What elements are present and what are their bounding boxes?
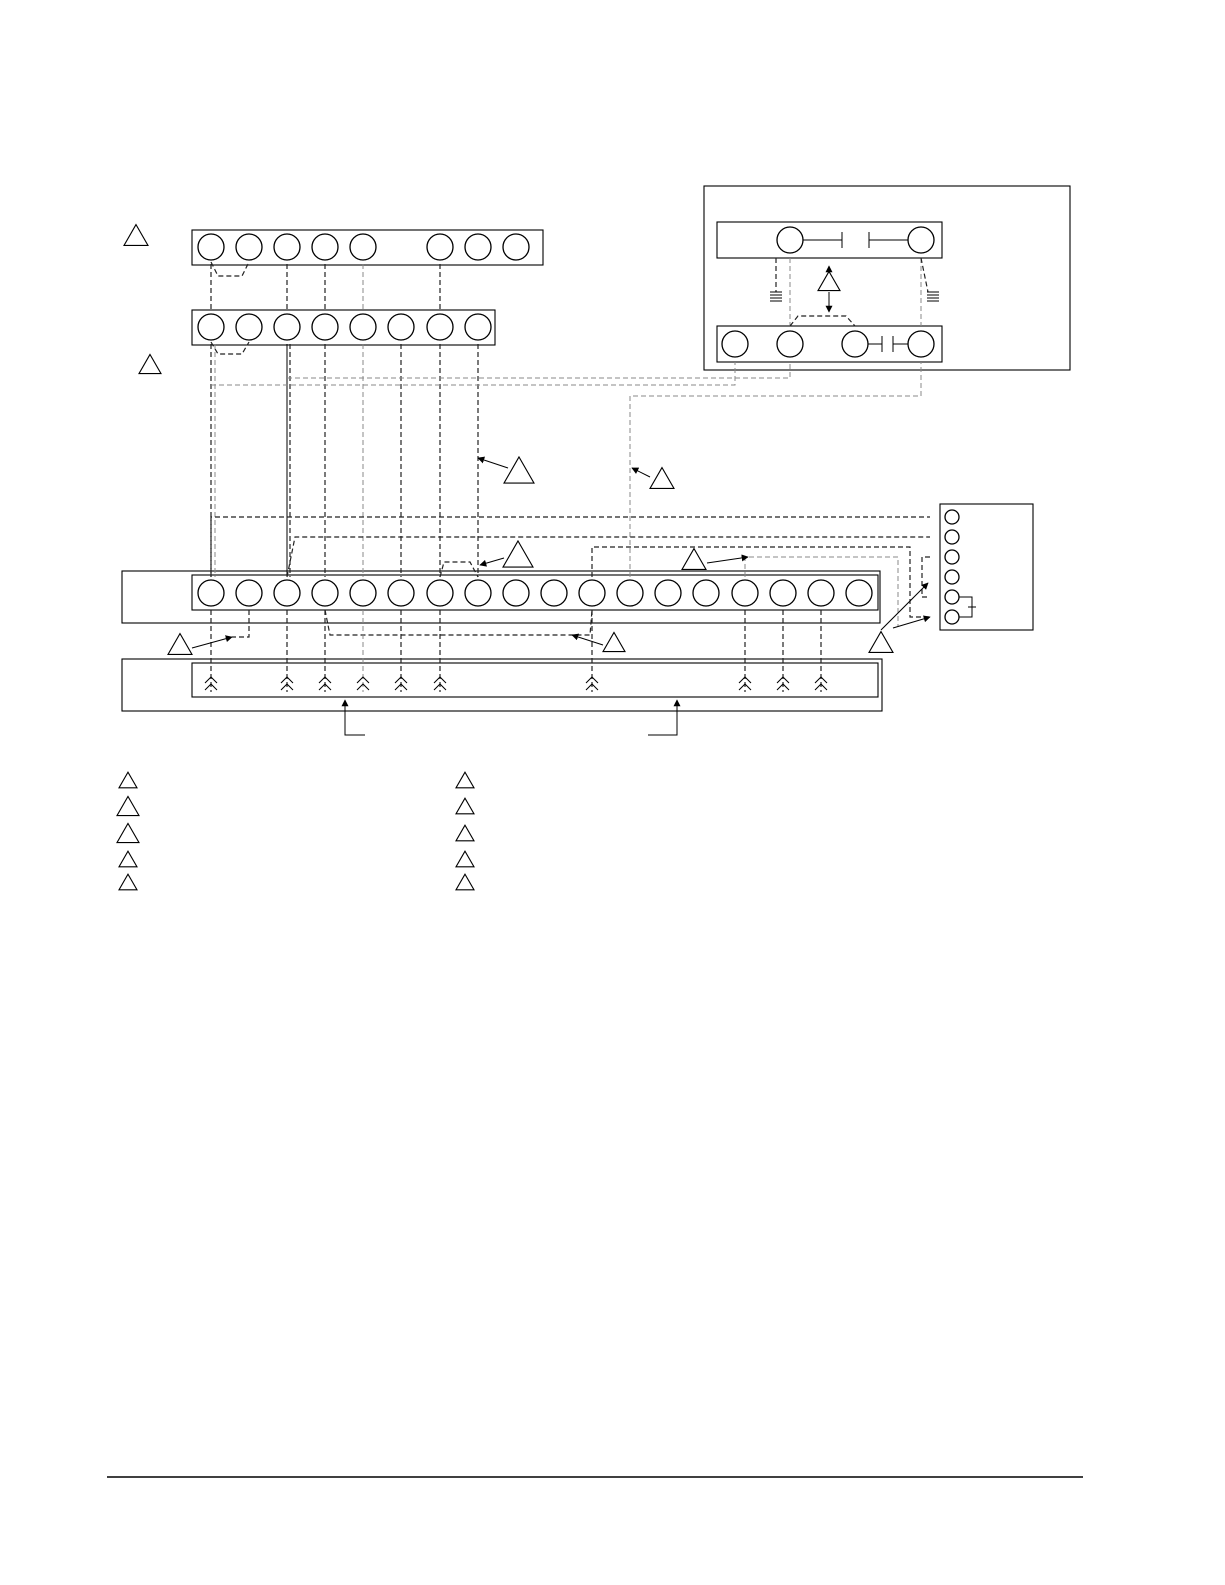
terminal (945, 510, 959, 524)
terminal (312, 234, 338, 260)
triangle-note-icon (168, 634, 192, 655)
note-leader-arrow (893, 617, 930, 628)
terminal (427, 314, 453, 340)
main-terminal-board (122, 571, 880, 623)
note-leader-arrow (707, 557, 748, 563)
terminal (777, 227, 803, 253)
terminal (427, 580, 453, 606)
terminal (350, 580, 376, 606)
legend-triangle-icon (119, 772, 137, 788)
terminal (236, 314, 262, 340)
terminal (274, 580, 300, 606)
wire-nut-icon (770, 292, 782, 301)
triangle-note-icon (682, 549, 706, 570)
terminal (465, 580, 491, 606)
legend-triangle-icon (119, 874, 137, 890)
terminal (198, 234, 224, 260)
terminal (945, 590, 959, 604)
terminal (722, 331, 748, 357)
terminal (693, 580, 719, 606)
triangle-note-icon (503, 541, 533, 567)
terminal (770, 580, 796, 606)
wire-nut-icon (927, 292, 939, 301)
triangle-note-icon (603, 632, 625, 651)
terminal (388, 580, 414, 606)
terminal (388, 314, 414, 340)
terminal (945, 570, 959, 584)
terminal (945, 530, 959, 544)
triangle-note-icon (139, 354, 161, 373)
terminal (945, 610, 959, 624)
terminal (777, 331, 803, 357)
outdoor-jumper-wire (790, 316, 855, 326)
terminal (427, 234, 453, 260)
terminal (655, 580, 681, 606)
harness-lead-arrow (345, 700, 365, 735)
terminal (236, 234, 262, 260)
jumper-wire (211, 342, 249, 354)
terminal (503, 580, 529, 606)
outdoor-internal-wire (921, 258, 928, 292)
terminal (503, 234, 529, 260)
jumper-wire (211, 262, 249, 276)
legend-triangle-icon (456, 851, 474, 867)
note-leader-arrow (478, 458, 508, 468)
terminal (274, 314, 300, 340)
connector-layer (205, 292, 976, 735)
triangle-note-icon (504, 457, 534, 483)
legend-triangle-icon (117, 823, 139, 842)
terminal (465, 234, 491, 260)
terminal (808, 580, 834, 606)
legend-triangle-icon (119, 851, 137, 867)
terminal (350, 314, 376, 340)
note-leader-arrow (881, 583, 928, 630)
terminal (541, 580, 567, 606)
terminal (274, 234, 300, 260)
terminal (842, 331, 868, 357)
triangle-note-icon (650, 468, 674, 489)
triangle-note-icon (818, 271, 840, 290)
terminal (579, 580, 605, 606)
terminal (236, 580, 262, 606)
terminal (908, 331, 934, 357)
legend-triangle-icon (456, 825, 474, 841)
terminal (846, 580, 872, 606)
terminal (945, 550, 959, 564)
legend-triangle-icon (456, 798, 474, 814)
terminal (465, 314, 491, 340)
note-leader-arrow (632, 468, 650, 477)
outdoor-unit-box (704, 186, 1070, 370)
legend-triangle-icon (117, 796, 139, 815)
triangle-note-icon (869, 632, 893, 653)
outdoor-wire (211, 362, 735, 385)
legend-triangle-icon (456, 874, 474, 890)
terminal (908, 227, 934, 253)
outdoor-wire (630, 362, 921, 577)
legend-triangle-icon (456, 772, 474, 788)
terminal (350, 234, 376, 260)
triangle-note-icon (124, 225, 148, 246)
terminal-layer (198, 227, 959, 624)
terminal (617, 580, 643, 606)
terminal (312, 580, 338, 606)
harness-connector (122, 659, 882, 711)
note-leader-arrow (572, 635, 603, 645)
terminal (198, 580, 224, 606)
note-leader-arrow (480, 558, 504, 565)
side-block-wire (922, 557, 930, 597)
harness-lead-arrow (648, 700, 677, 735)
note-leader-arrow (192, 637, 232, 648)
terminal (198, 314, 224, 340)
terminal (732, 580, 758, 606)
terminal (312, 314, 338, 340)
